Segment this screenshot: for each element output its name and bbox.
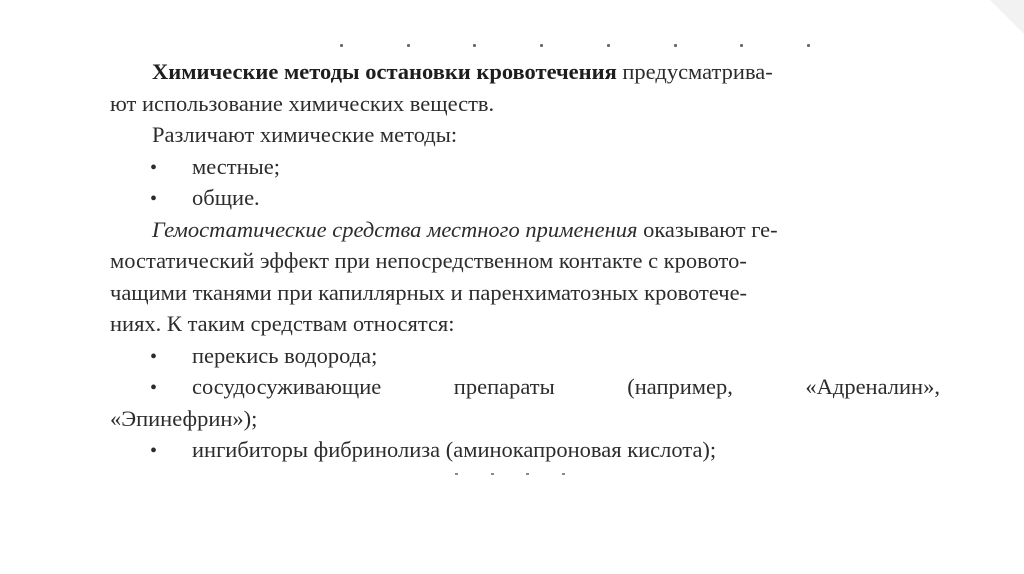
cropped-text-residue-bottom: [455, 473, 565, 477]
bold-term: Химические методы остановки кровотечения: [152, 59, 617, 84]
document-text: [110, 56, 940, 466]
paragraph-text: предусматрива-: [616, 59, 773, 84]
bullet-icon: •: [150, 188, 158, 210]
list-item-text: перекись водорода;: [192, 342, 378, 368]
list-item-word: «Адреналин»,: [805, 374, 940, 399]
bullet-icon: •: [150, 345, 158, 368]
bullet-icon: •: [150, 156, 158, 179]
paragraph-3-line-2: мостатический эффект при непосредственном контакте с кровото-: [110, 248, 747, 273]
paragraph-2-intro: Различают химические методы:: [152, 122, 458, 147]
list-item: [110, 182, 940, 214]
bullet-icon: •: [150, 440, 158, 462]
list-item-text: ингибиторы фибринолиза (аминокапроновая кислота);: [192, 437, 717, 462]
list-item-text: [192, 371, 940, 403]
list-item: [110, 371, 940, 403]
paragraph-1-line-2: ют использование химических веществ.: [110, 90, 495, 116]
paragraph-3-line-3: чащими тканями при капиллярных и паренхиматозных кровотече-: [110, 279, 748, 305]
list-item-text: местные;: [192, 153, 281, 179]
list-item-text: общие.: [192, 185, 260, 210]
paragraph-3-line-4: ниях. К таким средствам относятся:: [110, 311, 455, 336]
list-item-word: сосудосуживающие: [192, 374, 382, 399]
italic-term: Гемостатические средства местного применения: [152, 216, 638, 242]
list-item-word: (например,: [627, 374, 733, 399]
list-item: [110, 434, 940, 466]
list-item: [110, 151, 940, 183]
paragraph-1-line-1: [110, 56, 940, 88]
bullet-icon: •: [150, 377, 158, 399]
list-item: [110, 340, 940, 372]
list-item-continuation: «Эпинефрин»);: [110, 405, 258, 431]
paragraph-text: оказывают ге-: [637, 216, 778, 242]
page-corner-fold: [990, 0, 1024, 34]
list-item-word: препараты: [453, 374, 555, 399]
paragraph-3-line-1: [110, 214, 940, 246]
cropped-text-residue-top: [340, 44, 810, 48]
